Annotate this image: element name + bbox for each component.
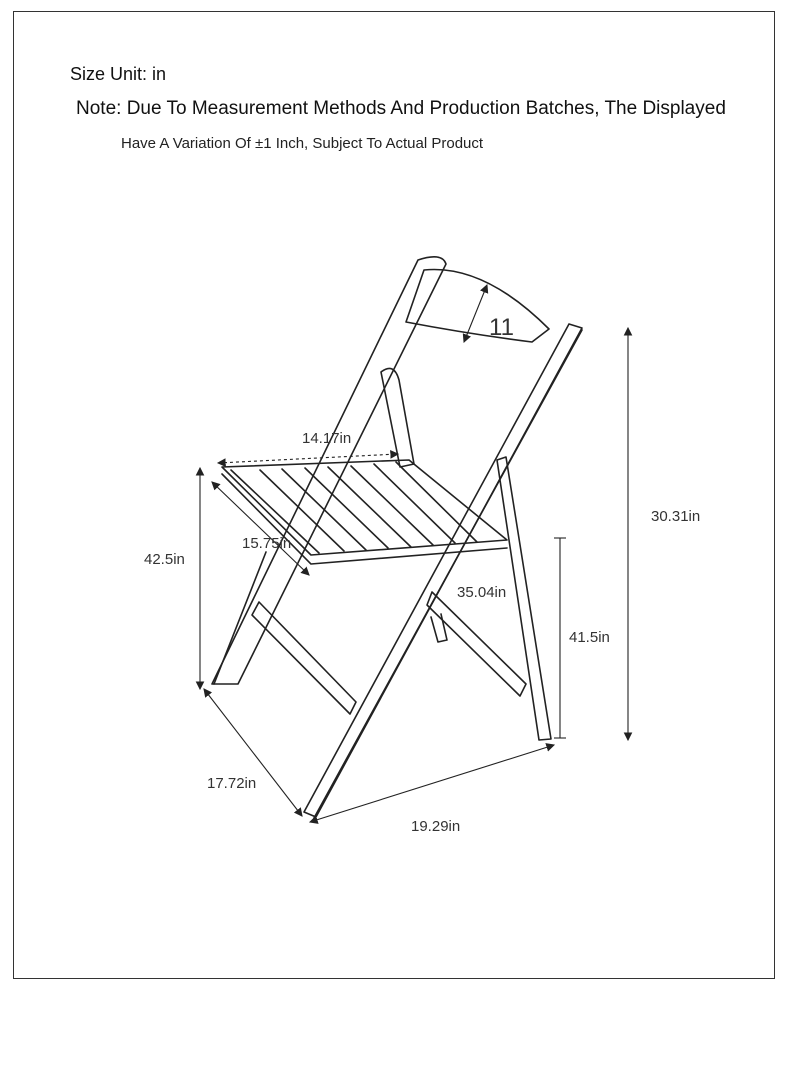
diagram-frame <box>13 11 775 979</box>
chair-drawing <box>14 12 775 979</box>
side-diagonal-label: 35.04in <box>457 584 507 601</box>
seat-height-label: 41.5in <box>569 629 610 646</box>
base-width-dim-line <box>310 745 554 822</box>
variation-note: Have A Variation Of ±1 Inch, Subject To Actual Product <box>121 135 484 152</box>
front-leg-rail <box>304 324 582 817</box>
base-depth-label: 17.72in <box>207 775 257 792</box>
seat-width-label: 14.17in <box>302 430 352 447</box>
base-depth-dim-line <box>204 689 302 816</box>
front-cross-brace <box>252 602 356 714</box>
rear-cross-brace <box>427 592 526 696</box>
front-height-label: 42.5in <box>144 551 185 568</box>
backrest-panel <box>406 269 549 342</box>
size-unit-label: Size Unit: in <box>70 64 167 84</box>
inner-stile <box>381 368 414 467</box>
total-height-label: 30.31in <box>651 508 701 525</box>
rear-left-post <box>212 257 446 684</box>
seat-depth-dim-line <box>212 482 309 575</box>
base-width-label: 19.29in <box>411 818 461 835</box>
backrest-height-label: 11 <box>489 314 514 341</box>
seat-depth-label: 15.75in <box>242 535 292 552</box>
measurement-note: Note: Due To Measurement Methods And Production Batches, The Displayed <box>76 98 726 119</box>
